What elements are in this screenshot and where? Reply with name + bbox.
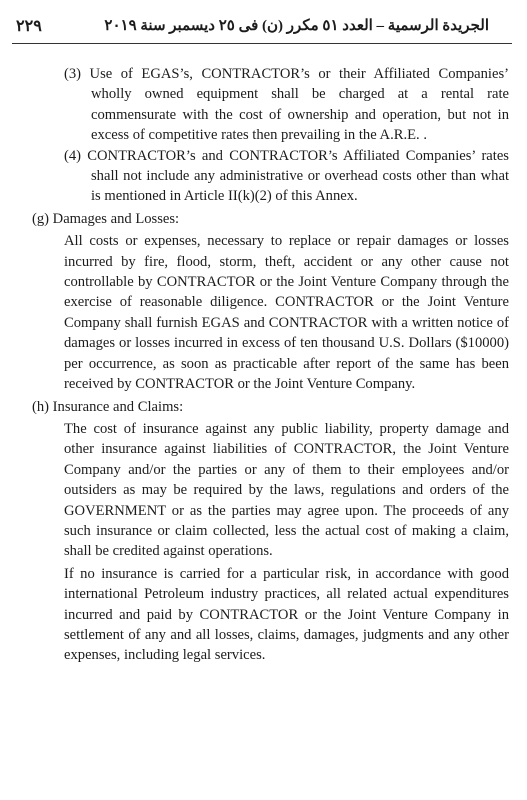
section-h-paragraph-2: If no insurance is carried for a particular risk, in accordance with good international Petroleum industry practices, all related actual expenditures incurred and paid by CONTRACTOR or the Joint Venture Company in settlement of any and all losses, claims, damages, judgments and any other expenses, including legal services. <box>64 565 509 664</box>
section-h-paragraph-1: The cost of insurance against any public liability, property damage and other insurance against liabilities of CONTRACTOR, the Joint Venture Company and/or the parties or any of them to their employees and/or outsiders as may be required by the laws, regulations and orders of the GOVERNMENT or as the parties may agree upon. The proceeds of any such insurance or claim collected, less the actual cost of making a claim, shall be credited against operations. <box>64 420 509 560</box>
page-header <box>0 0 527 44</box>
section-g-paragraph: All costs or expenses, necessary to replace or repair damages or losses incurred by fire, flood, storm, theft, accident or any other cause not controllable by CONTRACTOR or the Joint Venture Company through the exercise of reasonable diligence. CONTRACTOR or the Joint Venture Company shall furnish EGAS and CONTRACTOR with a written notice of damages or losses incurred in excess of ten thousand U.S. Dollars ($10000) per occurrence, as soon as practicable after report of the same has been received by CONTRACTOR or the Joint Venture Company. <box>64 233 509 393</box>
section-h-heading: (h) Insurance and Claims: <box>32 398 184 415</box>
section-g-heading: (g) Damages and Losses: <box>32 210 180 227</box>
list-item-3: (3) Use of EGAS’s, CONTRACTOR’s or their Affiliated Companies’ wholly owned equipment shall be charged at a rental rate commensurate with the cost of ownership and operation, but not in excess of competitive rates then prevailing in the A.R.E. . <box>64 66 509 144</box>
header-divider <box>12 43 512 44</box>
page-number: ٢٢٩ <box>16 18 42 35</box>
gazette-header-title: الجريدة الرسمية – العدد ٥١ مكرر (ن) فى ٢٥ ديسمبر سنة ٢٠١٩ <box>104 18 489 34</box>
document-body <box>0 64 527 666</box>
list-item-4: (4) CONTRACTOR’s and CONTRACTOR’s Affiliated Companies’ rates shall not include any administrative or overhead costs other than what is mentioned in Article II(k)(2) of this Annex. <box>64 147 509 205</box>
